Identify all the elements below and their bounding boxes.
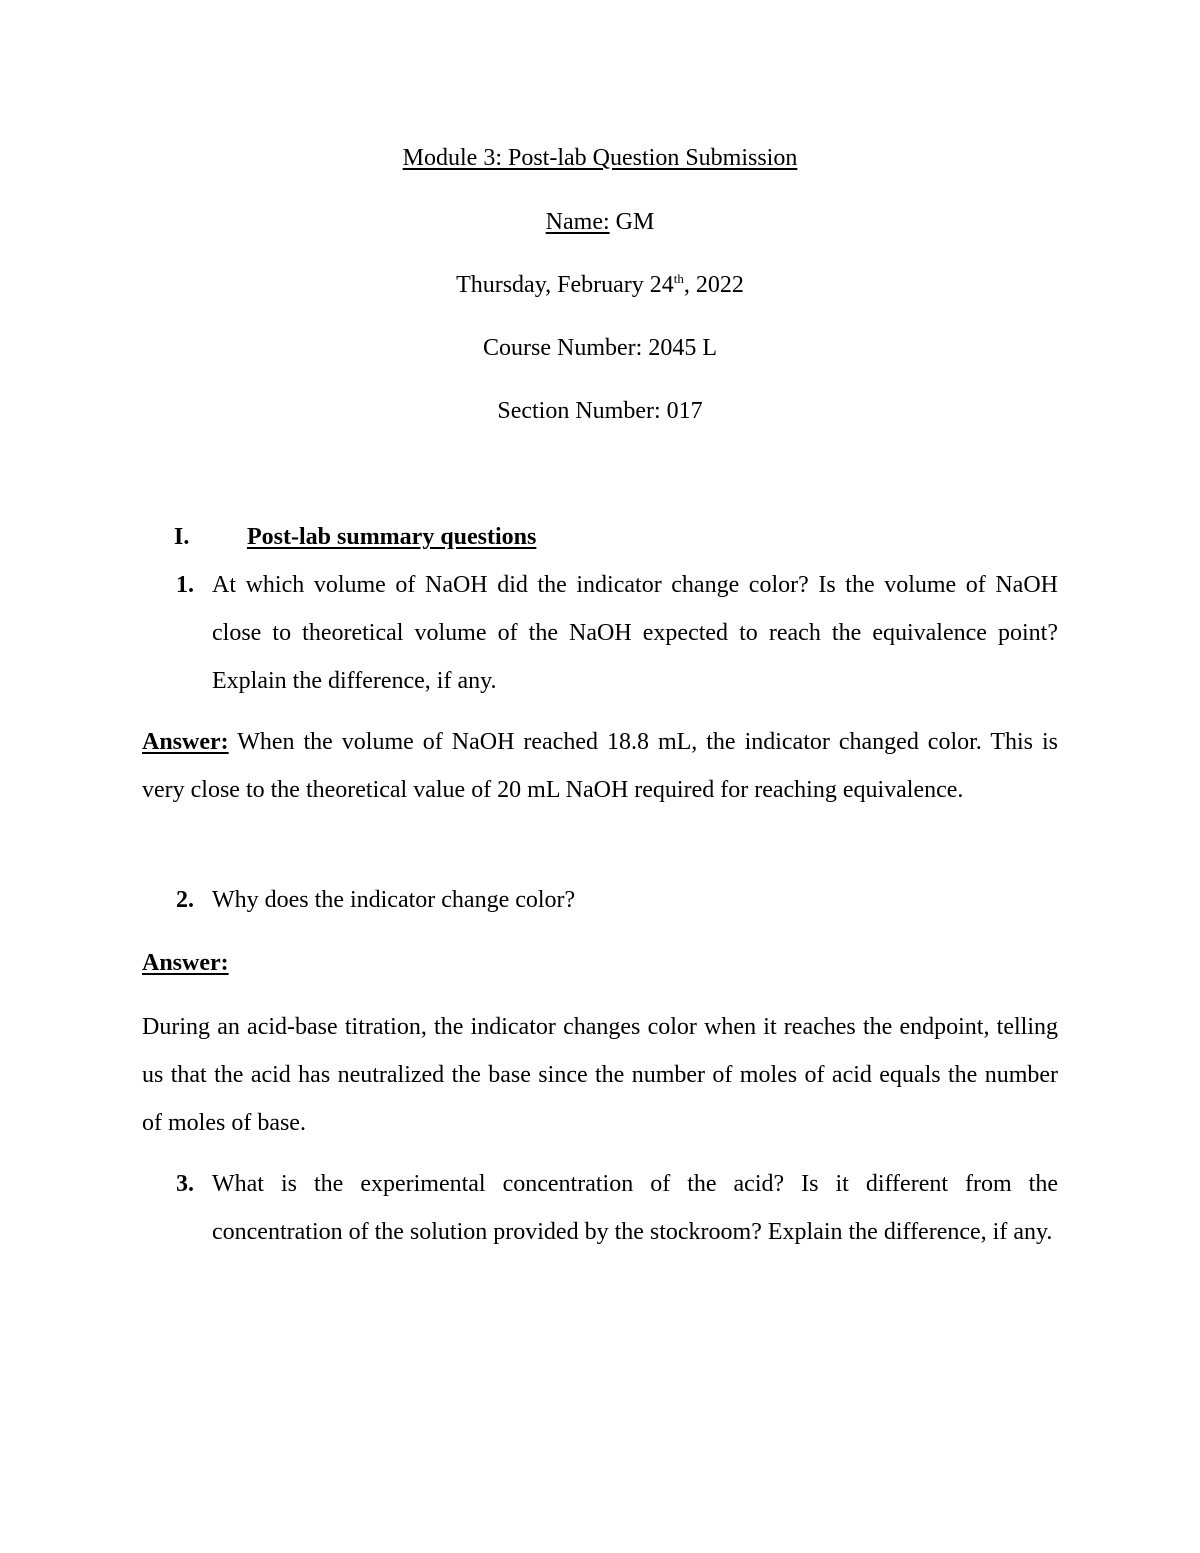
section-number: Section Number: 017 <box>497 398 703 424</box>
question-3 <box>176 1160 1058 1256</box>
date-prefix: Thursday, February 24 <box>456 272 674 298</box>
name-line <box>0 207 1200 237</box>
question-number: 2. <box>176 887 194 913</box>
name-value: GM <box>615 209 655 235</box>
answer-1 <box>142 718 1058 814</box>
question-number: 1. <box>176 572 194 598</box>
question-text: At which volume of NaOH did the indicator change color? Is the volume of NaOH close to theoretical volume of the NaOH expected to reach the equivalence point? Explain the difference, if any. <box>212 572 1058 694</box>
answer-label: Answer: <box>142 729 229 755</box>
section-numeral: I. <box>174 524 190 550</box>
date-suffix: , 2022 <box>683 272 744 298</box>
question-text: What is the experimental concentration of the acid? Is it different from the concentration of the solution provided by the stockroom? Explain the difference, if any. <box>212 1171 1058 1245</box>
date-line <box>0 270 1200 300</box>
answer-2-label <box>142 939 1058 987</box>
date-superscript: th <box>673 271 684 286</box>
course-number: Course Number: 2045 L <box>483 335 717 361</box>
answer-2: During an acid-base titration, the indicator changes color when it reaches the endpoint, telling us that the acid has neutralized the base since the number of moles of acid equals the number of moles of base. <box>142 1014 1058 1136</box>
section-heading <box>174 522 536 552</box>
question-text: Why does the indicator change color? <box>212 887 576 913</box>
document-title: Module 3: Post-lab Question Submission <box>402 145 798 171</box>
section-title: Post-lab summary questions <box>247 524 537 550</box>
question-number: 3. <box>176 1171 194 1197</box>
answer-label: Answer: <box>142 950 229 976</box>
question-2 <box>176 876 1058 924</box>
answer-text: When the volume of NaOH reached 18.8 mL, the indicator changed color. This is very close to the theoretical value of 20 mL NaOH required for reaching equivalence. <box>142 729 1058 803</box>
name-label: Name: <box>545 209 610 235</box>
question-1 <box>176 561 1058 705</box>
